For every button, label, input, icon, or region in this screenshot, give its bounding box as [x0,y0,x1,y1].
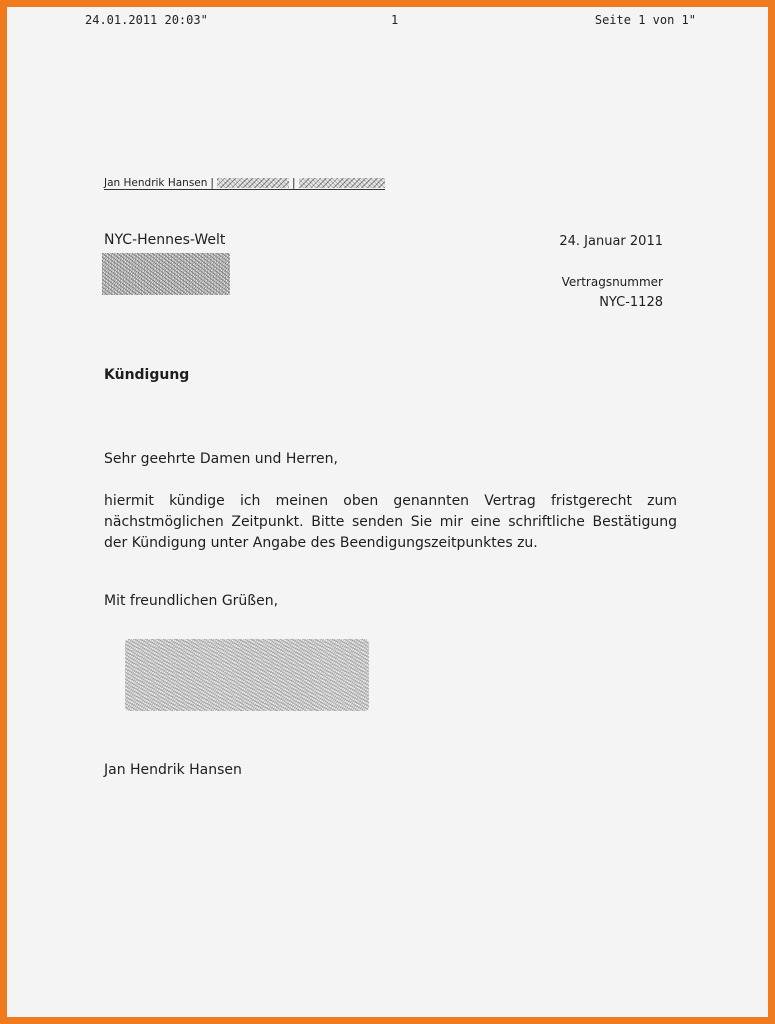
letter-subject: Kündigung [104,367,190,383]
print-timestamp: 24.01.2011 20:03" [85,13,208,27]
print-header [7,13,775,29]
letter-date: 24. Januar 2011 [559,234,663,249]
salutation: Sehr geehrte Damen und Herren, [104,451,338,467]
redacted-city [299,178,385,188]
print-page-number: 1 [391,13,399,27]
sender-address-line [104,177,385,190]
contract-number-label: Vertragsnummer [561,275,663,289]
print-page-count: Seite 1 von 1" [594,13,696,27]
redacted-recipient-address [102,253,230,295]
redacted-signature [125,639,369,711]
recipient-name: NYC-Hennes-Welt [104,232,226,248]
signer-name: Jan Hendrik Hansen [104,762,242,778]
contract-number: NYC-1128 [599,295,663,310]
sender-separator: | [210,177,214,189]
redacted-street [217,178,289,188]
closing-phrase: Mit freundlichen Grüßen, [104,593,279,609]
letter-body: hiermit kündige ich meinen oben genannten Vertrag fristgerecht zum nächstmöglichen Zeitpunkt. Bitte senden Sie mir eine schriftliche Bestätigung der Kündigung unter Angabe des Beendigungszeitpunktes zu. [104,493,677,551]
sender-separator-2: | [291,177,296,189]
sender-name: Jan Hendrik Hansen [104,177,208,189]
